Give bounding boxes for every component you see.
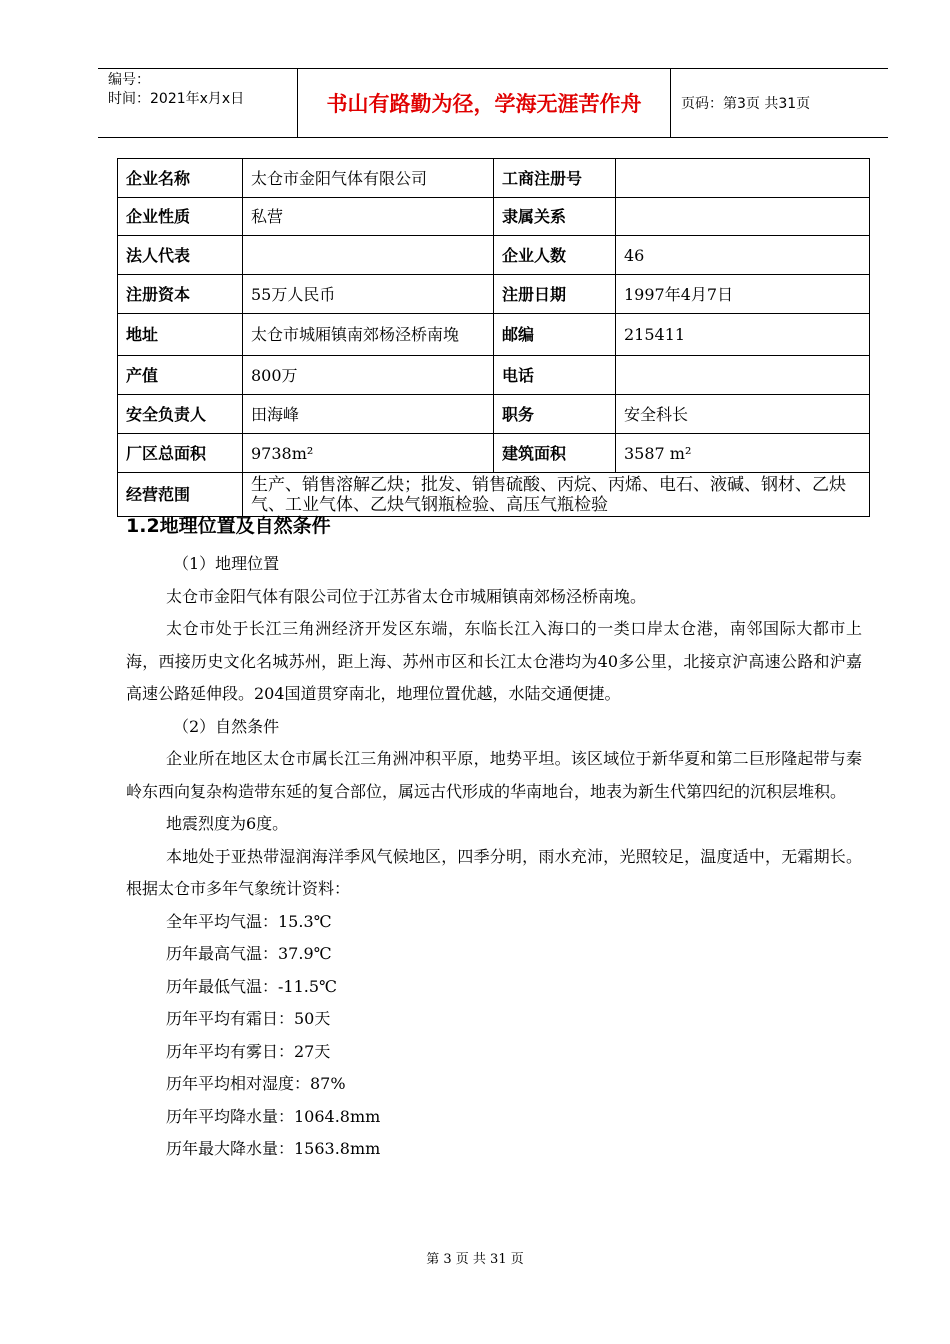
table-row	[118, 314, 870, 356]
table-label: 企业名称	[118, 159, 243, 198]
table-value: 215411	[616, 314, 870, 356]
paragraph: 太仓市金阳气体有限公司位于江苏省太仓市城厢镇南郊杨泾桥南堍。	[166, 586, 647, 606]
subheading-nature: （2）自然条件	[173, 716, 280, 736]
table-value: 800万	[243, 356, 494, 395]
table-label: 职务	[494, 395, 616, 434]
table-label: 法人代表	[118, 236, 243, 275]
table-label: 注册日期	[494, 275, 616, 314]
time-label: 时间：2021年x月x日	[108, 91, 245, 107]
table-label: 工商注册号	[494, 159, 616, 198]
climate-item: 历年最大降水量：1563.8mm	[166, 1139, 381, 1158]
header-page-info: 页码：第3页 共31页	[681, 96, 811, 112]
table-row	[118, 395, 870, 434]
table-value: 9738m²	[243, 434, 494, 473]
table-value	[243, 236, 494, 275]
table-row	[118, 434, 870, 473]
company-info-table	[117, 158, 870, 517]
table-label: 企业人数	[494, 236, 616, 275]
table-label: 邮编	[494, 314, 616, 356]
table-label: 电话	[494, 356, 616, 395]
table-value: 私营	[243, 198, 494, 236]
paragraph: 太仓市处于长江三角洲经济开发区东端，东临长江入海口的一类口岸太仓港，南邻国际大都市上海，西接历史文化名城苏州，距上海、苏州市区和长江太仓港均为40多公里，北接京沪高速公路和沪嘉高速公路延伸段。204国道贯穿南北，地理位置优越，水陆交通便捷。	[126, 619, 862, 703]
table-value: 1997年4月7日	[616, 275, 870, 314]
table-row	[118, 473, 870, 517]
table-label: 厂区总面积	[118, 434, 243, 473]
table-label: 建筑面积	[494, 434, 616, 473]
table-label: 经营范围	[118, 473, 243, 517]
number-label: 编号：	[108, 72, 150, 88]
table-label: 注册资本	[118, 275, 243, 314]
paragraph: 企业所在地区太仓市属长江三角洲冲积平原，地势平坦。该区域位于新华夏和第二巨形隆起带与秦岭东西向复杂构造带东延的复合部位，属远古代形成的华南地台，地表为新生代第四纪的沉积层堆积。	[126, 749, 862, 801]
table-row	[118, 236, 870, 275]
header-meta	[98, 69, 298, 137]
table-value	[616, 356, 870, 395]
table-row	[118, 198, 870, 236]
page-header	[98, 68, 888, 138]
section-content	[126, 514, 862, 1166]
climate-item: 历年平均相对湿度：87%	[166, 1074, 346, 1093]
climate-item: 历年平均降水量：1064.8mm	[166, 1106, 381, 1126]
section-heading: 1.2地理位置及自然条件	[126, 515, 331, 537]
table-label: 安全负责人	[118, 395, 243, 434]
table-value	[616, 159, 870, 198]
climate-item: 历年最高气温：37.9℃	[166, 944, 332, 963]
table-value: 太仓市城厢镇南郊杨泾桥南堍	[243, 314, 494, 356]
paragraph: 地震烈度为6度。	[166, 814, 289, 833]
climate-item: 全年平均气温：15.3℃	[166, 911, 332, 931]
table-value: 55万人民币	[243, 275, 494, 314]
table-value: 3587 m²	[616, 434, 870, 473]
table-label: 地址	[118, 314, 243, 356]
table-row	[118, 275, 870, 314]
table-label: 企业性质	[118, 198, 243, 236]
climate-item: 历年平均有霜日：50天	[166, 1009, 331, 1028]
table-value: 田海峰	[243, 395, 494, 434]
subheading-location: （1）地理位置	[173, 554, 280, 573]
table-value: 46	[616, 236, 870, 275]
header-motto: 书山有路勤为径，学海无涯苦作舟	[298, 69, 671, 137]
paragraph: 本地处于亚热带湿润海洋季风气候地区，四季分明，雨水充沛，光照较足，温度适中，无霜期长。根据太仓市多年气象统计资料：	[126, 846, 862, 898]
table-value: 安全科长	[616, 395, 870, 434]
business-scope-value: 生产、销售溶解乙炔；批发、销售硫酸、丙烷、丙烯、电石、液碱、钢材、乙炔气、工业气体、乙炔气钢瓶检验、高压气瓶检验	[243, 473, 870, 517]
table-label: 隶属关系	[494, 198, 616, 236]
table-label: 产值	[118, 356, 243, 395]
page-footer: 第 3 页 共 31 页	[426, 1252, 524, 1267]
table-value: 太仓市金阳气体有限公司	[243, 159, 494, 198]
table-value	[616, 198, 870, 236]
climate-item: 历年最低气温：-11.5℃	[166, 976, 337, 996]
table-row	[118, 356, 870, 395]
table-row	[118, 159, 870, 198]
climate-item: 历年平均有雾日：27天	[166, 1041, 331, 1061]
